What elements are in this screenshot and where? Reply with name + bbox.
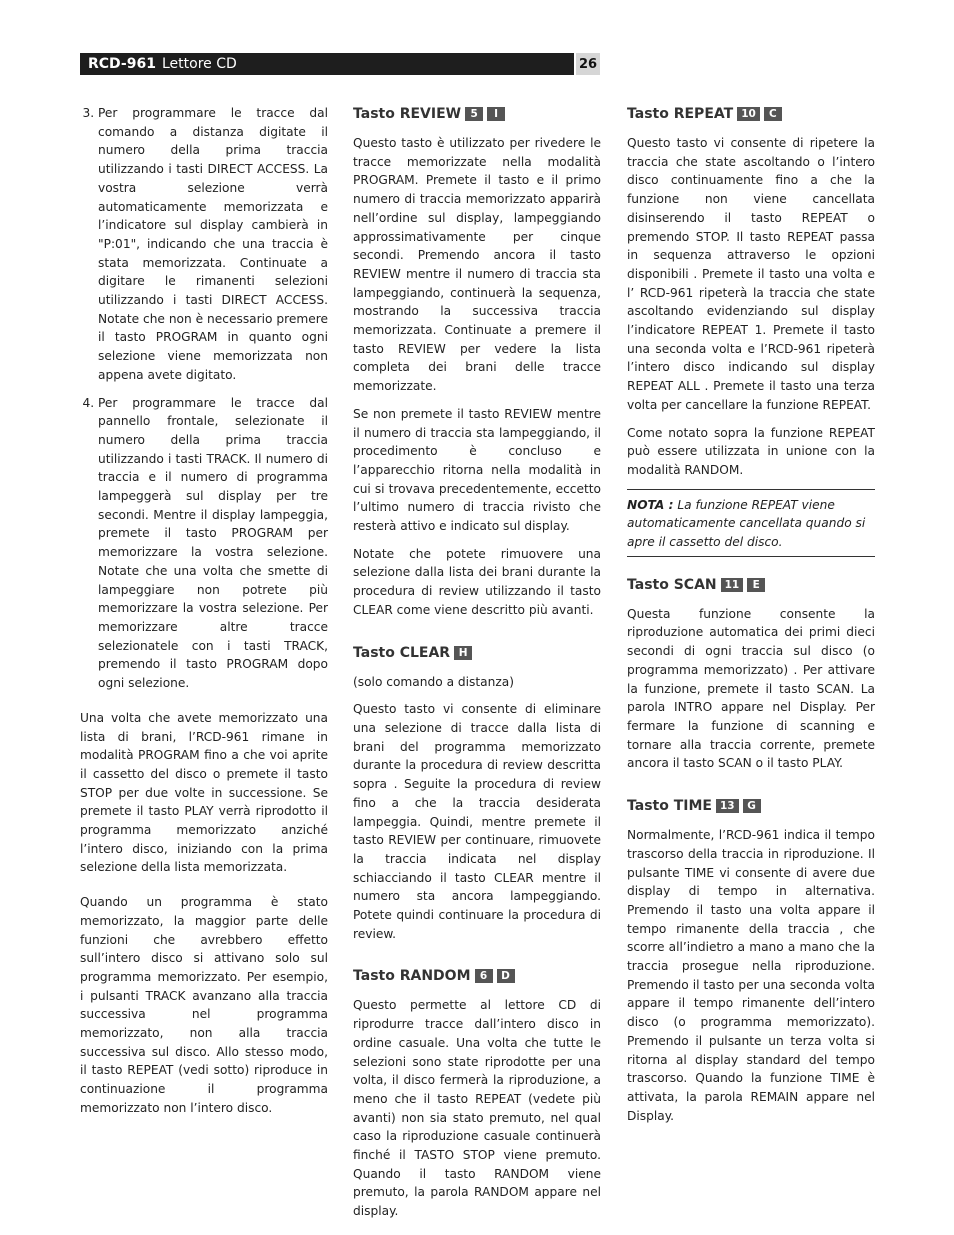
model-name: RCD-961 (88, 56, 156, 72)
key-badge: C (764, 107, 782, 121)
key-badge: G (743, 799, 761, 813)
section-heading-repeat (627, 104, 875, 124)
key-badge: 10 (737, 107, 760, 121)
section-heading-clear (353, 643, 601, 663)
key-badge: 13 (716, 799, 739, 813)
key-badge: 11 (721, 578, 744, 592)
heading-text: Tasto RANDOM (353, 968, 471, 985)
section-heading-random (353, 966, 601, 986)
paragraph: Normalmente, l’RCD-961 indica il tempo trascorso della traccia in riproduzione. Il pulsante TIME vi consente di avere due display di tempo in alternativa. Premendo il tasto una volta appare il tempo rimanente della traccia , che scorre all’indietro a mano a mano che la traccia prosegue nella riproduzione. Premendo il tasto per una seconda volta appare il tempo rimanente dell’intero disco (o programma memorizzato). Premendo il pulsante un terza volta si ritorna al display standard del tempo trascorso. Quando la funzione TIME è attivata, la parola REMAIN appare nel Display. (627, 828, 875, 1123)
column-3 (627, 104, 875, 1134)
paragraph: Come notato sopra la funzione REPEAT può essere utilizzata in unione con la modalità RANDOM. (627, 425, 875, 477)
key-badge: E (747, 578, 765, 592)
paragraph: Una volta che avete memorizzato una lista di brani, l’RCD-961 rimane in modalità PROGRAM fino a che voi aprite il cassetto del disco o premete il tasto STOP per due volte in successione. Se premete il tasto PLAY verrà riprodotto il programma memorizzato anziché l’intero disco, iniziando con la prima selezione della lista memorizzata. (80, 710, 328, 875)
note-box (627, 489, 875, 557)
paragraph: Questa funzione consente la riproduzione automatica dei primi dieci secondi di ogni traccia sul disco (o programma memorizzato) . Per attivare la funzione, premete il tasto SCAN. La parola INTRO appare nel Display. Per fermare la funzione di scanning e tornare alla traccia corrente, premete ancora il tasto SCAN o il tasto PLAY. (627, 606, 875, 771)
section-heading-time (627, 796, 875, 816)
section-heading-review (353, 104, 601, 124)
page-header (80, 53, 574, 75)
heading-text: Tasto REPEAT (627, 106, 734, 122)
column-2 (353, 104, 601, 1230)
heading-text: Tasto TIME (627, 798, 712, 815)
paragraph: Notate che potete rimuovere una selezione dalla lista dei brani durante la procedura di review utilizzando il tasto CLEAR come viene descritto più avanti. (353, 546, 601, 617)
paragraph: Questo permette al lettore CD di riprodurre tracce dall’intero disco in ordine casuale. Una volta che tutte le selezioni sono state riprodotte per una volta, il disco fermerà la riproduzione, a meno che il tasto REPEAT (vedete più avanti) non sia stato premuto, nel qual caso la riproduzione casuale continuerà finché il TASTO STOP viene premuto. Quando il tasto RANDOM viene premuto, la parola RANDOM appare nel display. (353, 998, 601, 1219)
key-badge: D (497, 969, 515, 983)
page-number: 26 (576, 53, 600, 75)
heading-text: Tasto SCAN (627, 576, 717, 593)
key-badge: 6 (475, 969, 493, 983)
paragraph: Quando un programma è stato memorizzato, la maggior parte delle funzioni che avrebbero effetto sull’intero disco si attivano solo sul programma memorizzato. Per esempio, i pulsanti TRACK avanzano alla traccia successiva nel programma memorizzato, non alla traccia successiva sul disco. Allo stesso modo, il tasto REPEAT (vedi sotto) riproduce in continuazione il programma memorizzato non l’intero disco. (80, 895, 328, 1115)
paragraph: Se non premete il tasto REVIEW mentre il numero di traccia sta lampeggiando, il procedimento è concluso e l’apparecchio ritorna nella modalità in cui si trovava precedentemente, eccetto l’ultimo numero di traccia rivisto che resterà attivo e indicato sul display. (353, 406, 601, 534)
paragraph: Questo tasto è utilizzato per rivedere le tracce memorizzate nella modalità PROGRAM. Premete il tasto e il primo numero di traccia memorizzato apparirà nell’ordine sul display, lampeggiando approssimativamente per cinque secondi. Premendo ancora il tasto REVIEW mentre il numero di traccia sta lampeggiando, continuerà la sequenza, mostrando la successiva traccia memorizzata. Continuate a premere il tasto REVIEW per vedere la lista completa dei brani delle tracce memorizzate. (353, 136, 601, 394)
heading-text: Tasto CLEAR (353, 644, 451, 661)
paragraph: Questo tasto vi consente di eliminare una selezione di tracce dalla lista di brani del programma memorizzato durante la procedura di review descritta sopra . Seguite la procedura di review fino a che la traccia desiderata lampeggia. Quindi, mentre premete il tasto REVIEW per continuare, rimuovete la traccia indicata nel display schiacciando il tasto CLEAR mentre il numero sta ancora lampeggiando. Potete quindi continuare la procedura di review. (353, 702, 601, 941)
program-steps-list (80, 104, 328, 693)
heading-text: Tasto REVIEW (353, 106, 462, 122)
note-label: NOTA : (627, 497, 674, 512)
header-subtitle: Lettore CD (161, 56, 237, 72)
key-badge: H (454, 646, 472, 660)
note-text: La funzione REPEAT viene automaticamente cancellata quando si apre il cassetto del disco. (627, 497, 866, 550)
paragraph: (solo comando a distanza) (353, 674, 514, 689)
key-badge: 5 (465, 107, 483, 121)
key-badge: I (487, 107, 505, 121)
list-item: 4. Per programmare le tracce dal pannello frontale, selezionate il numero della prima traccia utilizzando i tasti TRACK. Il numero di traccia e il numero di programma lampeggerà sul display per tre secondi. Mentre il display lampeggia, premete il tasto PROGRAM per memorizzare la vostra selezione. Notate che una volta che smette di lampeggiare non potrete più memorizzare la vostra selezione. Per memorizzare altre tracce selezionatele con i tasti TRACK, premendo il tasto PROGRAM dopo ogni selezione. (98, 394, 328, 693)
paragraph: Questo tasto vi consente di ripetere la traccia che state ascoltando o l’intero disco continuamente fino a che la funzione non viene cancellata disinserendo il tasto REPEAT o premendo STOP. Il tasto REPEAT passa in sequenza attraverso le opzioni disponibili . Premete il tasto una volta e l’ RCD-961 ripeterà la traccia che state ascoltando evidenziando sul display l’indicatore REPEAT 1. Premete il tasto una seconda volta e l’RCD-961 ripeterà l’intero disco indicando sul display REPEAT ALL . Premete il tasto una terza volta per cancellare la funzione REPEAT. (627, 136, 875, 412)
column-1 (80, 104, 328, 1127)
list-item: 3. Per programmare le tracce dal comando a distanza digitate il numero della prima traccia utilizzando i tasti DIRECT ACCESS. La vostra selezione verrà automaticamente memorizzata e l’indicatore sul display cambierà in "P:01", indicando che una traccia è stata memorizzata. Continuate a digitare le rimanenti selezioni utilizzando i tasti DIRECT ACCESS. Notate che non è necessario premere il tasto PROGRAM in quanto ogni selezione viene memorizzata non appena avete digitato. (98, 104, 328, 385)
section-heading-scan (627, 575, 875, 595)
